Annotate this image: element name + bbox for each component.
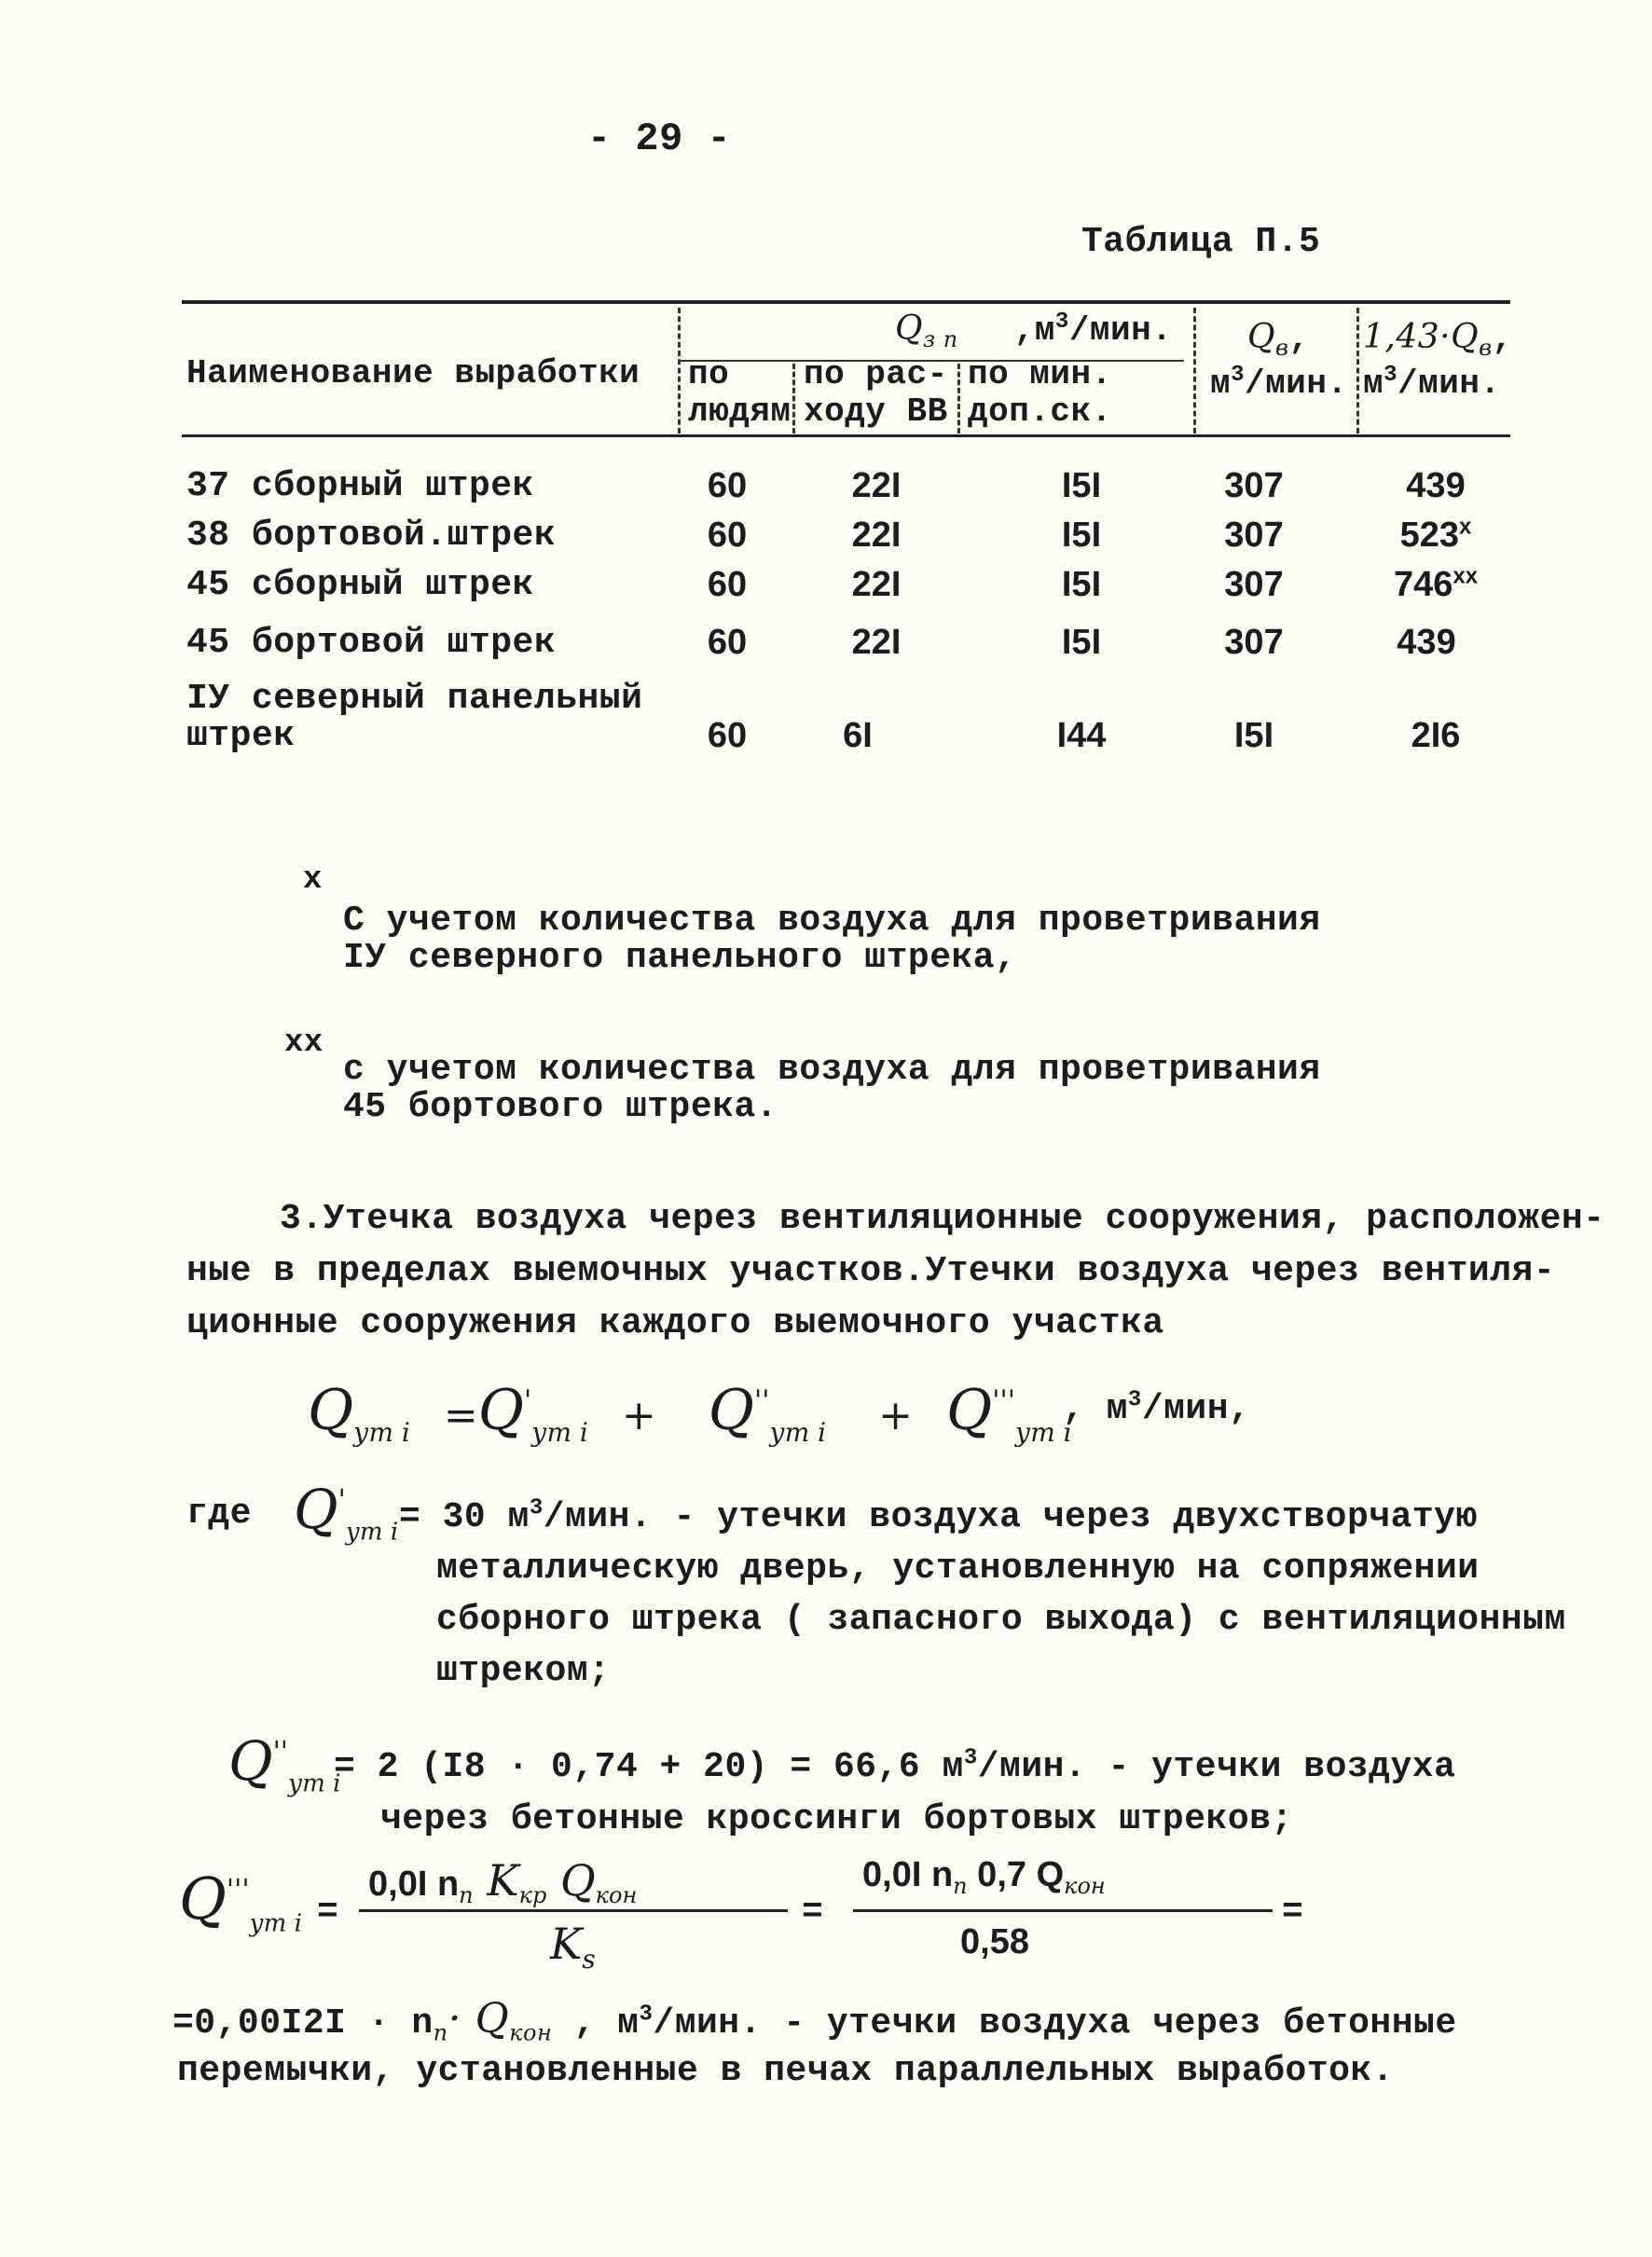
header-col-people-line1: по xyxy=(688,355,730,393)
q-symbol: Q xyxy=(895,310,924,348)
table-cell-people: 60 xyxy=(707,516,748,555)
fraction-sub: кон xyxy=(595,1882,638,1909)
table-row-name: 45 сборный штрек xyxy=(186,565,534,605)
k-label: 1,43·Q xyxy=(1363,318,1480,356)
table-cell-people: 60 xyxy=(707,623,748,662)
fraction-text: K xyxy=(473,1855,519,1906)
k-value: 746 xyxy=(1393,565,1453,604)
q2-text: = 2 (I8 · 0,74 + 20) = 66,6 м xyxy=(334,1747,964,1787)
qv-unit: м xyxy=(1210,365,1232,403)
fraction-1-numerator xyxy=(368,1855,638,1909)
table-divider xyxy=(1193,308,1196,434)
qv-comma: , xyxy=(1288,320,1310,358)
table-cell-dop: I5I xyxy=(1061,565,1102,604)
k-comma: , xyxy=(1492,320,1513,358)
q2-symbol-group xyxy=(228,1729,340,1796)
k-value: 439 xyxy=(1397,623,1456,662)
header-col-people xyxy=(688,356,792,431)
table-divider xyxy=(1356,308,1359,434)
k-value: 523 xyxy=(1399,516,1460,555)
table-cell-vv: 22I xyxy=(851,466,902,505)
k-unit-tail: /мин. xyxy=(1397,365,1501,403)
q1-symbol-group xyxy=(294,1478,398,1545)
q1-description xyxy=(399,1492,1566,1697)
table-cell-vv: 22I xyxy=(851,623,902,662)
formula-operator: = xyxy=(802,1892,824,1933)
table-divider xyxy=(957,364,960,434)
formula-prime: '' xyxy=(753,1384,770,1417)
fraction-text: 0,0I n xyxy=(862,1855,954,1894)
header-col-qv-line1 xyxy=(1210,315,1348,362)
qv-symbol: Q xyxy=(1247,318,1276,356)
qv-unit-sup: 3 xyxy=(1231,363,1246,388)
qv-subscript: в xyxy=(1275,335,1289,362)
paragraph-line: 3.Утечка воздуха через вентиляционные сооружения, расположен- xyxy=(280,1199,1605,1239)
q3-line2 xyxy=(172,1995,1457,2044)
table-cell-people: 60 xyxy=(707,716,748,755)
q3-text: · Q xyxy=(447,1995,510,2043)
fraction-sub: кон xyxy=(1064,1873,1106,1900)
k-unit-sup: 3 xyxy=(1384,363,1398,388)
fraction-text: 0,0I n xyxy=(368,1865,460,1904)
formula-symbol: Q xyxy=(179,1865,227,1933)
qv-unit-tail: /мин. xyxy=(1245,365,1348,403)
q2-line1 xyxy=(334,1741,1455,1794)
header-col-k-line1 xyxy=(1363,315,1513,362)
table-row-name: 38 бортовой.штрек xyxy=(186,516,557,556)
q1-line2: металлическую дверь, установленную на сопряжении xyxy=(436,1548,1480,1589)
k-value: 439 xyxy=(1406,466,1466,505)
header-col-k xyxy=(1363,315,1513,406)
formula-total-leakage xyxy=(308,1378,1072,1447)
unit-tail: /мин, xyxy=(1141,1389,1251,1429)
footnote-mark: x xyxy=(303,862,323,898)
q1-line3: сборного штрека ( запасного выхода) с вентиляционным xyxy=(436,1600,1566,1640)
table-top-rule xyxy=(182,300,1510,304)
table-cell-dop: I44 xyxy=(1056,716,1107,755)
footnote-text xyxy=(343,1052,1321,1126)
formula-symbol: Q xyxy=(946,1378,993,1443)
header-col-dop-line1: по мин. xyxy=(968,355,1112,393)
fraction-sub: п xyxy=(953,1873,968,1900)
fraction-text: 0,7 Q xyxy=(967,1855,1065,1894)
q3-symbol-group xyxy=(179,1865,302,1936)
k-unit: м xyxy=(1363,365,1384,403)
q3-text: , м xyxy=(552,2003,640,2044)
header-col-people-line2: людям xyxy=(688,392,792,431)
fraction-1-denominator xyxy=(550,1919,596,1975)
table-cell-people: 60 xyxy=(707,466,748,505)
formula-symbol: Q xyxy=(477,1378,524,1443)
header-q-group xyxy=(895,310,1173,353)
unit-text: , м xyxy=(1063,1389,1128,1429)
fraction-sub: s xyxy=(582,1944,596,1975)
paragraph-line: ционные сооружения каждого выемочного участка xyxy=(186,1303,1164,1343)
table-divider xyxy=(792,364,795,434)
q1-tail: /мин. - утечки воздуха через двухстворчатую xyxy=(543,1497,1478,1537)
table-row-name: 45 бортовой штрек xyxy=(186,623,557,663)
table-cell-qv: 307 xyxy=(1224,466,1284,505)
page-number: - 29 - xyxy=(587,117,732,161)
table-cell-dop: I5I xyxy=(1061,516,1102,555)
header-col-k-line2 xyxy=(1363,362,1513,406)
q3-line3: перемычки, установленные в печах параллельных выработок. xyxy=(177,2051,1395,2091)
paragraph-line: ные в пределах выемочных участков.Утечки воздуха через вентиля- xyxy=(186,1251,1556,1291)
formula-symbol: Q xyxy=(308,1378,354,1443)
table-row-name: 37 сборный штрек xyxy=(186,466,534,506)
where-label: где xyxy=(186,1493,252,1534)
q3-sub: кон xyxy=(509,2019,553,2046)
formula-subscript: ут i xyxy=(345,1518,399,1547)
q2-tail: /мин. - утечки воздуха xyxy=(977,1747,1456,1787)
footnote-mark: xx xyxy=(284,1025,324,1061)
fraction-sub: п xyxy=(459,1882,474,1909)
table-cell-dop: I5I xyxy=(1061,623,1102,662)
table-cell-qv: I5I xyxy=(1233,716,1274,755)
table-cell-k xyxy=(1370,716,1501,756)
q3-text: =0,00I2I · n xyxy=(172,2003,434,2044)
formula-prime: ''' xyxy=(992,1384,1015,1417)
formula-total-unit xyxy=(1063,1389,1250,1429)
q2-line2: через бетонные кроссинги бортовых штреков; xyxy=(380,1799,1293,1839)
table-cell-vv: 22I xyxy=(851,565,902,604)
formula-subscript: ут i xyxy=(1014,1417,1072,1448)
k-mark: xx xyxy=(1452,563,1479,589)
footnote-line2: IУ северного панельного штрека, xyxy=(343,938,1017,978)
formula-subscript: ут i xyxy=(769,1417,827,1448)
header-col-dop-line2: доп.ск. xyxy=(968,392,1112,431)
formula-subscript: ут i xyxy=(288,1769,341,1798)
q1-text: = 30 м xyxy=(399,1497,530,1537)
unit-sup: 3 xyxy=(1127,1387,1142,1413)
table-cell-k xyxy=(1370,466,1501,506)
table-cell-qv: 307 xyxy=(1224,565,1284,604)
table-cell-vv: 22I xyxy=(851,516,902,555)
table-caption: Таблица П.5 xyxy=(1081,222,1321,262)
header-col-dop xyxy=(968,356,1112,431)
table-cell-dop: I5I xyxy=(1061,466,1102,505)
q2-sup: 3 xyxy=(963,1745,978,1771)
fraction-2-denominator: 0,58 xyxy=(960,1922,1029,1961)
table-row-name xyxy=(186,681,642,755)
header-col-vv xyxy=(804,356,948,431)
q2-description xyxy=(334,1741,1455,1846)
formula-operator: + xyxy=(621,1392,656,1439)
table-row-name-line1: IУ северный панельный xyxy=(186,679,643,719)
formula-prime: ''' xyxy=(226,1873,250,1906)
formula-subscript: ут i xyxy=(249,1909,302,1938)
header-col-vv-line2: ходу ВВ xyxy=(804,392,948,431)
footnote-line1: с учетом количества воздуха для проветривания xyxy=(343,1050,1321,1090)
table-cell-k xyxy=(1370,565,1501,605)
header-col-vv-line1: по рас- xyxy=(804,355,948,393)
formula-symbol: Q xyxy=(228,1729,273,1793)
formula-prime: '' xyxy=(272,1735,289,1768)
q-unit-sup: 3 xyxy=(1054,310,1069,335)
table-cell-vv: 6I xyxy=(843,716,873,755)
paragraph-leakage xyxy=(186,1193,1605,1350)
table-row-name-line2: штрек xyxy=(186,716,296,756)
table-divider xyxy=(678,308,681,434)
header-name-col: Наименование выработки xyxy=(186,354,640,392)
q1-line4: штреком; xyxy=(436,1651,611,1691)
formula-operator: + xyxy=(878,1392,914,1439)
header-col-qv-line2 xyxy=(1210,362,1348,406)
formula-subscript: ут i xyxy=(531,1417,588,1448)
header-col-qv xyxy=(1210,315,1348,406)
k-mark: x xyxy=(1459,514,1472,540)
fraction-sub: кр xyxy=(518,1882,547,1909)
fraction-2-bar xyxy=(853,1909,1273,1912)
table-cell-people: 60 xyxy=(707,565,748,604)
q3-sub: п xyxy=(433,2019,448,2046)
k-subscript: в xyxy=(1479,335,1493,362)
q-unit: ,м xyxy=(1013,311,1055,350)
q-unit-tail: /мин. xyxy=(1068,311,1173,350)
table-header-rule xyxy=(182,434,1510,437)
formula-prime: ' xyxy=(337,1483,346,1517)
footnote-line1: С учетом количества воздуха для проветривания xyxy=(343,901,1321,941)
fraction-2-numerator xyxy=(862,1855,1106,1900)
formula-operator: = xyxy=(443,1392,478,1439)
formula-prime: ' xyxy=(523,1384,532,1417)
q1-sup: 3 xyxy=(529,1495,544,1521)
q-subscript: з п xyxy=(923,326,958,353)
fraction-text: Q xyxy=(546,1855,596,1906)
table-cell-k xyxy=(1370,516,1501,556)
formula-symbol: Q xyxy=(708,1378,754,1443)
formula-operator: = xyxy=(1282,1892,1304,1933)
formula-operator: = xyxy=(317,1892,339,1933)
fraction-1-bar xyxy=(359,1909,788,1912)
footnote-line2: 45 бортового штрека. xyxy=(343,1087,778,1127)
formula-symbol: Q xyxy=(294,1478,338,1541)
fraction-text: K xyxy=(550,1919,583,1969)
table-cell-k xyxy=(1361,623,1492,663)
q3-text: /мин. - утечки воздуха через бетонные xyxy=(653,2003,1457,2044)
footnote-text xyxy=(343,902,1321,977)
k-value: 2I6 xyxy=(1411,716,1461,755)
q1-line1 xyxy=(399,1492,1566,1543)
table-cell-qv: 307 xyxy=(1224,623,1284,662)
q3-sup: 3 xyxy=(639,2002,654,2028)
formula-subscript: ут i xyxy=(353,1417,410,1448)
table-cell-qv: 307 xyxy=(1224,516,1284,555)
